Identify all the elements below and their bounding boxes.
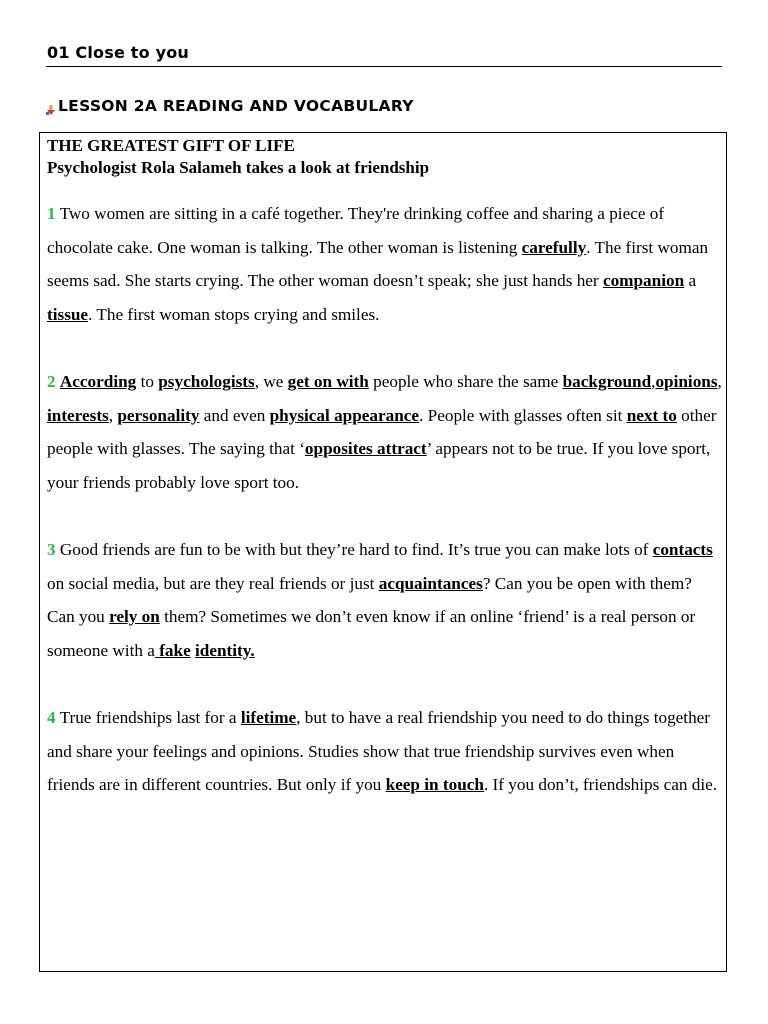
paragraph-text: True friendships last for a <box>55 707 241 727</box>
paragraph-text: and even <box>199 405 270 425</box>
article-body <box>47 197 722 802</box>
paragraph-text: , <box>651 371 656 391</box>
vocabulary-word: acquaintances <box>378 573 483 593</box>
paragraph-number: 3 <box>47 539 56 559</box>
paragraph-gap <box>47 667 722 701</box>
paragraph-text: , <box>717 371 722 391</box>
paragraph-text: , but to have a real friendship you need to do things together and share your feelings and opinions. Studies show that true friendship survives even when friends are in different countries. But only if you <box>47 707 711 795</box>
paragraph-text: Two women are sitting in a café together. They're drinking coffee and sharing a piece of chocolate cake. One woman is talking. The other woman is listening <box>47 204 665 257</box>
vocabulary-word: keep in touch <box>385 775 484 795</box>
paragraph-3 <box>47 533 722 667</box>
paragraph-text: Good friends are fun to be with but they’re hard to find. It’s true you can make lots of <box>55 539 653 559</box>
paragraph-text: on social media, but are they real friends or just <box>47 573 379 593</box>
article-box <box>39 132 727 972</box>
paragraph-number: 4 <box>47 707 56 727</box>
article-title: THE GREATEST GIFT OF LIFE <box>47 136 295 155</box>
paragraph-text: a <box>684 271 697 291</box>
article-content <box>47 134 722 802</box>
paragraph-text: . The first woman seems sad. She starts crying. The other woman doesn’t speak; she just hands her <box>47 237 709 291</box>
vocabulary-word: get on with <box>287 371 369 391</box>
vocabulary-word: carefully <box>521 237 587 257</box>
paragraph-text: . The first woman stops crying and smiles. <box>88 304 380 324</box>
vocabulary-word: physical appearance <box>269 405 420 425</box>
paragraph-2 <box>47 365 722 499</box>
vocabulary-word: tissue <box>47 304 89 324</box>
vocabulary-word: psychologists <box>158 371 255 391</box>
paragraph-text: ’ appears not to be true. If you love sport, your friends probably love sport too. <box>47 439 711 492</box>
paragraph-gap <box>47 499 722 533</box>
vocabulary-word: interests <box>47 405 109 425</box>
arrow-down-icon <box>45 102 57 114</box>
paragraph-text: them? Sometimes we don’t even know if an online ‘friend’ is a real person or someone with a <box>47 607 696 660</box>
paragraph-number: 1 <box>47 204 56 223</box>
paragraph-text: . People with glasses often sit <box>419 405 627 425</box>
article-subtitle: Psychologist Rola Salameh takes a look at friendship <box>47 158 430 177</box>
vocabulary-word: fake <box>154 640 191 660</box>
paragraph-text: , <box>108 405 118 425</box>
vocabulary-word: According <box>59 371 137 391</box>
vocabulary-word: contacts <box>652 539 713 559</box>
paragraph-1 <box>47 197 722 331</box>
paragraph-text: people who share the same <box>368 371 563 391</box>
paragraph-text: , we <box>254 371 288 391</box>
paragraph-text: other people with glasses. The saying that ‘ <box>47 405 717 459</box>
header-divider <box>46 66 722 67</box>
lesson-heading <box>45 97 414 115</box>
paragraph-number: 2 <box>47 371 56 391</box>
paragraph-gap <box>47 331 722 365</box>
unit-title: 01 Close to you <box>47 43 190 62</box>
vocabulary-word: opposites attract <box>304 439 427 459</box>
paragraph-text: to <box>136 371 159 391</box>
vocabulary-word: opinions <box>655 371 718 391</box>
vocabulary-word: companion <box>602 271 685 291</box>
paragraph-text: ? Can you be open with them? Can you <box>47 573 692 627</box>
paragraph-text: . If you don’t, friendships can die. <box>483 775 718 795</box>
vocabulary-word: personality <box>117 405 200 425</box>
vocabulary-word: identity. <box>195 640 255 660</box>
paragraph-4 <box>47 701 722 802</box>
vocabulary-word: background <box>562 371 652 391</box>
vocabulary-word: rely on <box>109 607 160 627</box>
vocabulary-word: next to <box>626 405 677 425</box>
vocabulary-word: lifetime <box>240 707 297 727</box>
lesson-heading-text: LESSON 2A READING AND VOCABULARY <box>58 97 414 115</box>
